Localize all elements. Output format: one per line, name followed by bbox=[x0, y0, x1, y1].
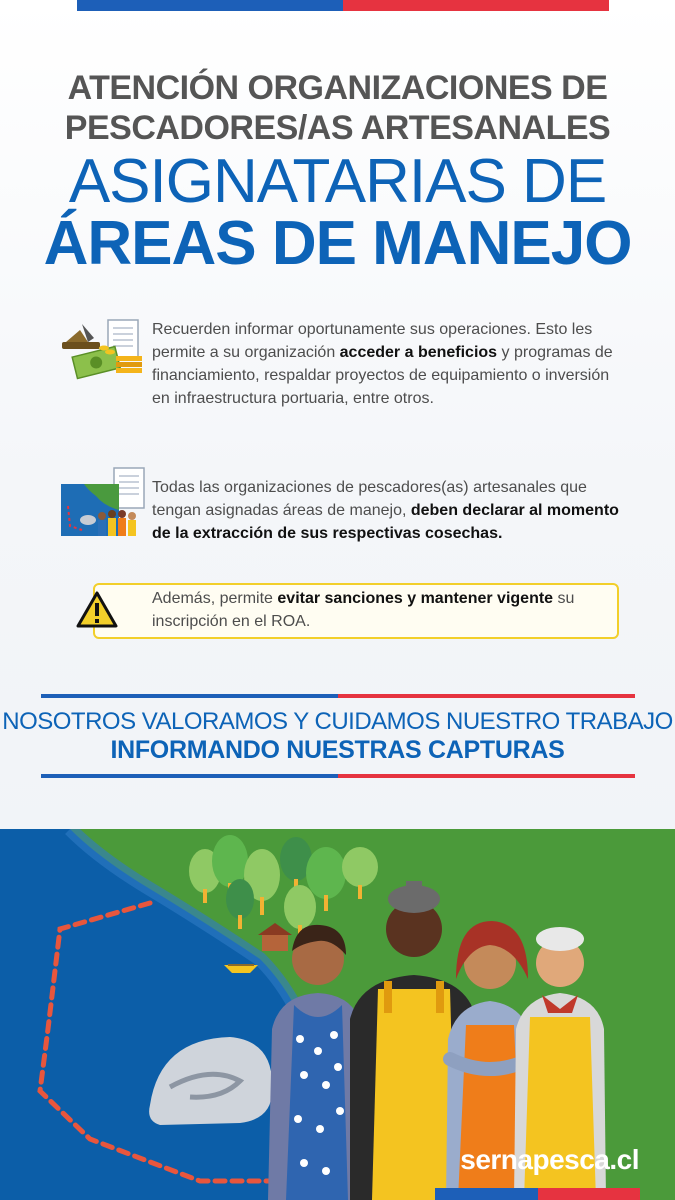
info-2-bold: deben declarar al momento de la extracción de sus respectivas cosechas. bbox=[152, 502, 619, 542]
slogan-line-2: INFORMANDO NUESTRAS CAPTURAS bbox=[110, 736, 565, 764]
slogan-divider-bottom bbox=[41, 774, 635, 778]
top-bar-red bbox=[343, 0, 609, 11]
title-line-2: PESCADORES/AS ARTESANALES bbox=[64, 109, 611, 147]
info-1-bold: acceder a beneficios bbox=[339, 344, 498, 361]
divider-red bbox=[338, 774, 635, 778]
divider-blue bbox=[41, 774, 338, 778]
bottom-bar-red bbox=[538, 1188, 641, 1200]
money-documents-icon bbox=[60, 318, 146, 380]
divider-blue bbox=[41, 694, 338, 698]
title-line-4: ÁREAS DE MANEJO bbox=[43, 209, 632, 278]
title-line-1: ATENCIÓN ORGANIZACIONES DE bbox=[67, 69, 608, 107]
top-flag-bar bbox=[77, 0, 609, 11]
warning-icon bbox=[76, 591, 118, 629]
info-paragraph-1 bbox=[152, 318, 622, 410]
info-1-text-a: Recuerden informar oportunamente sus operaciones. Esto les permite a su organización bbox=[152, 321, 593, 361]
bottom-bar-blue bbox=[435, 1188, 538, 1200]
brand-url: sernapesca.cl bbox=[460, 1144, 639, 1175]
info-3-text-a: Además, permite bbox=[152, 590, 278, 607]
info-2-text-a: Todas las organizaciones de pescadores(as) artesanales que tengan asignadas áreas de manejo, bbox=[152, 479, 587, 519]
coast-illustration bbox=[0, 829, 675, 1200]
info-3-bold: evitar sanciones y mantener vigente bbox=[277, 590, 554, 607]
bottom-flag-bar bbox=[435, 1188, 640, 1200]
info-paragraph-2 bbox=[152, 476, 622, 545]
info-1-text-b: y programas de financiamiento, respaldar proyectos de equipamiento o inversión en infraestructura portuaria, entre otros. bbox=[152, 344, 613, 407]
info-paragraph-3 bbox=[152, 587, 612, 633]
map-fishers-icon bbox=[60, 466, 146, 546]
top-bar-blue bbox=[77, 0, 343, 11]
title-line-3: ASIGNATARIAS DE bbox=[68, 147, 607, 216]
slogan-divider-top bbox=[41, 694, 635, 698]
info-3-text-b: su inscripción en el ROA. bbox=[152, 590, 575, 630]
slogan-line-1: NOSOTROS VALORAMOS Y CUIDAMOS NUESTRO TRABAJO bbox=[2, 708, 673, 735]
divider-red bbox=[338, 694, 635, 698]
